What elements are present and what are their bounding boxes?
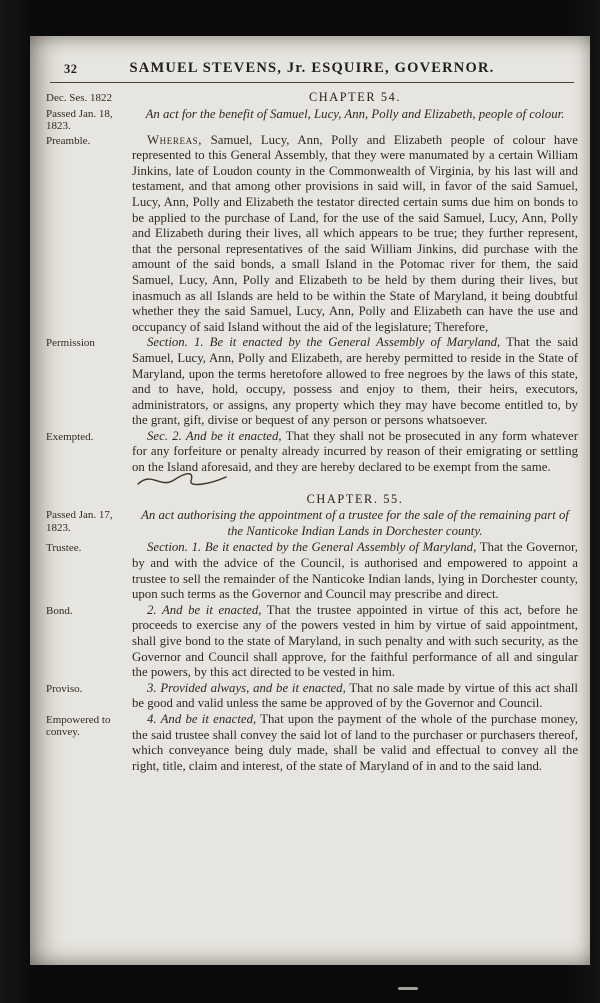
ch54-section-1-paragraph xyxy=(132,335,578,429)
ch55-section-2-paragraph xyxy=(132,603,578,681)
section-text: That upon the payment of the whole of the purchase money, the said trustee shall convey the said lot of land to the purchaser or purchasers thereof, which conveyance being duly made, shall be valid and effectual to convey all the right, title, claim and interest, of the state of Maryland of in and to the said land. xyxy=(132,711,578,773)
chapter-54-title-row xyxy=(46,106,578,133)
preamble-row xyxy=(46,133,578,336)
margin-note-trustee: Trustee. xyxy=(46,542,82,555)
margin-note-bond: Bond. xyxy=(46,604,73,617)
section-text: That the said Samuel, Lucy, Ann, Polly and Elizabeth, are hereby permitted to reside in the State of Maryland, upon the terms heretofore allowed to free negroes by the laws of this state, and to have, hold, occupy, possess and enjoy to them, their heirs, executors, administrators, or assigns, any property which they may have become entitled to, by the grant, gift, divise or bequest of any person or persons whatsoever. xyxy=(132,335,578,428)
book-page xyxy=(30,36,590,965)
section-text: That no sale made by virtue of this act shall be good and valid unless the same be approved of by the Governor and Council. xyxy=(132,680,578,711)
ch55-section-4-paragraph xyxy=(132,712,578,774)
ch54-section-2-paragraph xyxy=(132,429,578,476)
section-text: That the Governor, by and with the advice of the Council, is authorised and empowered to appoint a trustee to sell the remainder of the Nanticoke Indian lands, lying in Dorchester county, upon such terms as the Governor and Council may prescribe and direct. xyxy=(132,540,578,602)
proviso-clause: 3. Provided always, and be it enacted, xyxy=(147,680,346,695)
chapter-54-act-title: An act for the benefit of Samuel, Lucy, Ann, Polly and Elizabeth, people of colour. xyxy=(145,106,565,121)
margin-note-passed-jan-17: Passed Jan. 17, 1823. xyxy=(46,509,113,534)
ch55-section-1-row xyxy=(46,540,578,602)
section-text: That the trustee appointed in virtue of this act, before he proceeds to exercise any of the powers vested in him by virtue of said appointment, shall give bond to the state of Maryland, in such penalty and with such security, as the Governor and Council shall approve, for the faithful performance of all and singular the powers, by this act directed to be vested in him. xyxy=(132,602,578,680)
margin-note-permission: Permission xyxy=(46,337,95,350)
ink-flourish-row xyxy=(46,473,578,489)
margin-note-preamble: Preamble. xyxy=(46,134,91,147)
ch55-section-3-row xyxy=(46,681,578,712)
margin-note-passed-jan-18: Passed Jan. 18, 1823. xyxy=(46,107,113,133)
ch54-section-2-row xyxy=(46,429,578,476)
ch55-section-4-row xyxy=(46,712,578,774)
enacting-clause: Section. 1. Be it enacted by the General Assembly of Maryland, xyxy=(147,335,501,350)
margin-note-exempted: Exempted. xyxy=(46,430,94,443)
enacting-clause: 4. And be it enacted, xyxy=(147,711,257,726)
chapter-54-heading-row xyxy=(46,90,578,106)
margin-note-empowered: Empowered to convey. xyxy=(46,713,111,739)
preamble-text: Samuel, Lucy, Ann, Polly and Elizabeth people of colour have represented to this General Assembly, that they were manumated by a certain William Jinkins, late of Loudon county in the Commonwealth of Virginia, by his last will and testament, and that among other provisions in said will, in favor of the said Samuel, Lucy, Ann, Polly and Elizabeth the testator directed certain sums due him on bonds to be applied to the purchase of Land, for the use of the said Samuel, Lucy, Ann, Polly and Elizabeth during their lives, all which appears to be true; they further represent, that the personal representatives of the said William Jinkins, did purchase with the amount of the said bonds, a small Island in the Potomac river for them, the said Samuel, Lucy, Ann, Polly and Elizabeth to be held by them during their lives, but inasmuch as all Islands are held to be within the State of Maryland, it being doubtful whether they the said Samuel, Lucy, Ann, Polly and Elizabeth can have the use and occupancy of said Island without the aid of the legislature; Therefore, xyxy=(132,132,578,334)
ink-squiggle-icon xyxy=(134,473,244,488)
enacting-clause: Section. 1. Be it enacted by the General Assembly of Maryland, xyxy=(147,540,477,555)
ch54-section-1-row xyxy=(46,335,578,429)
margin-note-proviso: Proviso. xyxy=(46,682,83,695)
running-header-title: SAMUEL STEVENS, Jr. ESQUIRE, GOVERNOR. xyxy=(129,60,495,76)
enacting-clause: 2. And be it enacted, xyxy=(147,602,262,617)
preamble-paragraph xyxy=(132,133,578,336)
chapter-55-act-title: An act authorising the appointment of a trustee for the sale of the remaining part of the Nanticoke Indian Lands in Dorchester county. xyxy=(141,508,569,538)
chapter-55-title-row xyxy=(46,507,578,540)
ch55-section-1-paragraph xyxy=(132,540,578,602)
whereas-lead: Whereas, xyxy=(147,132,203,147)
section-text: That they shall not be prosecuted in any form whatever for any forfeiture or penalty already incurred by reason of their emigrating or settling on the Island aforesaid, and they are hereby declared to be exempt from the same. xyxy=(132,428,578,475)
scan-artifact xyxy=(398,987,418,990)
running-header xyxy=(50,60,574,83)
ch55-section-2-row xyxy=(46,603,578,681)
enacting-clause: Sec. 2. And be it enacted, xyxy=(147,428,282,443)
margin-note-session: Dec. Ses. 1822 xyxy=(46,92,112,104)
page-number: 32 xyxy=(64,62,78,76)
chapter-55-heading: CHAPTER. 55. xyxy=(306,491,404,506)
chapter-55-heading-row xyxy=(46,492,578,508)
chapter-54-heading: CHAPTER 54. xyxy=(308,90,402,104)
ch55-section-3-paragraph xyxy=(132,681,578,712)
